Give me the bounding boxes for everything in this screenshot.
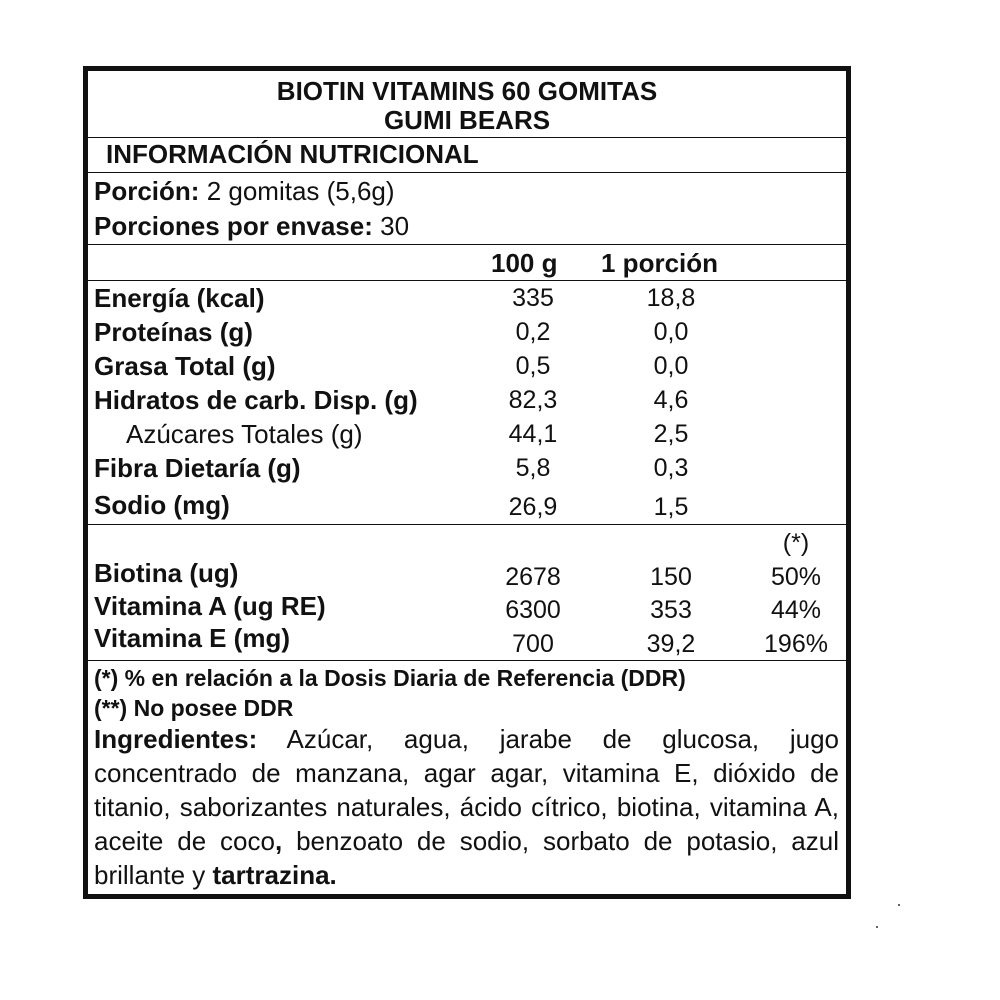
- footnote-ddr: (*) % en relación a la Dosis Diaria de Referencia (DDR): [94, 665, 686, 691]
- nutrient-per100: 0,5: [515, 352, 551, 380]
- vitamin-portion: 39,2: [646, 630, 696, 658]
- ingredients-comma: ,: [274, 826, 283, 856]
- vitamin-name: Vitamina A (ug RE): [94, 591, 326, 621]
- vitamin-per100: 700: [512, 630, 554, 658]
- vitamin-ddr: 44%: [770, 596, 822, 624]
- nutrient-name: Hidratos de carb. Disp. (g): [94, 385, 418, 415]
- portion-row: [94, 176, 395, 206]
- section-title: INFORMACIÓN NUTRICIONAL: [106, 139, 479, 169]
- divider: [88, 244, 846, 245]
- nutrient-per100: 335: [512, 284, 554, 312]
- nutrient-portion: 0,0: [653, 352, 689, 380]
- divider: [88, 280, 846, 281]
- column-header-portion: 1 porción: [601, 248, 719, 278]
- vitamin-per100: 6300: [505, 596, 561, 624]
- nutrient-portion: 0,3: [653, 454, 689, 482]
- nutrient-per100: 5,8: [515, 454, 551, 482]
- product-title-line2: GUMI BEARS: [383, 105, 551, 135]
- vitamin-portion: 353: [650, 596, 692, 624]
- vitamin-name: Vitamina E (mg): [94, 623, 291, 653]
- nutrient-per100: 0,2: [515, 318, 551, 346]
- portion-value: 2 gomitas (5,6g): [206, 176, 395, 206]
- nutrient-name: Grasa Total (g): [94, 351, 276, 381]
- ingredients-label: Ingredientes:: [94, 724, 258, 754]
- servings-row: [94, 211, 409, 241]
- divider: [88, 524, 846, 525]
- vitamin-ddr: 50%: [770, 563, 822, 591]
- nutrient-name: Fibra Dietaría (g): [94, 453, 301, 483]
- footnote-no-ddr: (**) No posee DDR: [94, 695, 294, 721]
- nutrient-name: Energía (kcal): [94, 283, 265, 313]
- vitamin-name: Biotina (ug): [94, 558, 239, 588]
- servings-label: Porciones por envase:: [94, 211, 373, 241]
- ingredients-list-a: Azúcar, agua, jarabe de glucosa, jugo concentrado de manzana, agar agar, vitamina E, dióxido de titanio, saborizantes naturales, ácido cítrico, biotina, vitamina A, aceite de coco: [94, 724, 839, 856]
- ingredients-text: [94, 722, 839, 892]
- nutrient-portion: 4,6: [653, 386, 689, 414]
- vitamin-per100: 2678: [505, 563, 561, 591]
- column-header-100g: 100 g: [491, 248, 558, 278]
- speck: [876, 926, 878, 928]
- nutrient-portion: 2,5: [653, 420, 689, 448]
- nutrient-portion: 1,5: [653, 493, 689, 521]
- vitamin-ddr: 196%: [764, 630, 828, 658]
- nutrient-per100: 82,3: [508, 386, 558, 414]
- divider: [88, 137, 846, 138]
- nutrient-portion: 18,8: [646, 284, 696, 312]
- divider: [88, 172, 846, 173]
- speck: [898, 904, 900, 906]
- nutrient-name: Proteínas (g): [94, 317, 253, 347]
- nutrient-portion: 0,0: [653, 318, 689, 346]
- nutrient-per100: 44,1: [508, 420, 558, 448]
- ingredients-list-b: benzoato de sodio, sorbato de potasio, azul brillante y: [94, 826, 839, 890]
- vitamin-portion: 150: [650, 563, 692, 591]
- ddr-header: (*): [782, 529, 810, 557]
- servings-value: 30: [380, 211, 410, 241]
- nutrition-label: [83, 66, 851, 899]
- divider: [88, 660, 846, 661]
- nutrient-name: Sodio (mg): [94, 490, 230, 520]
- ingredients-bold-end: tartrazina.: [212, 860, 337, 890]
- portion-label: Porción:: [94, 176, 200, 206]
- product-title-line1: BIOTIN VITAMINS 60 GOMITAS: [276, 76, 658, 106]
- nutrient-per100: 26,9: [508, 493, 558, 521]
- nutrient-name: Azúcares Totales (g): [126, 419, 363, 449]
